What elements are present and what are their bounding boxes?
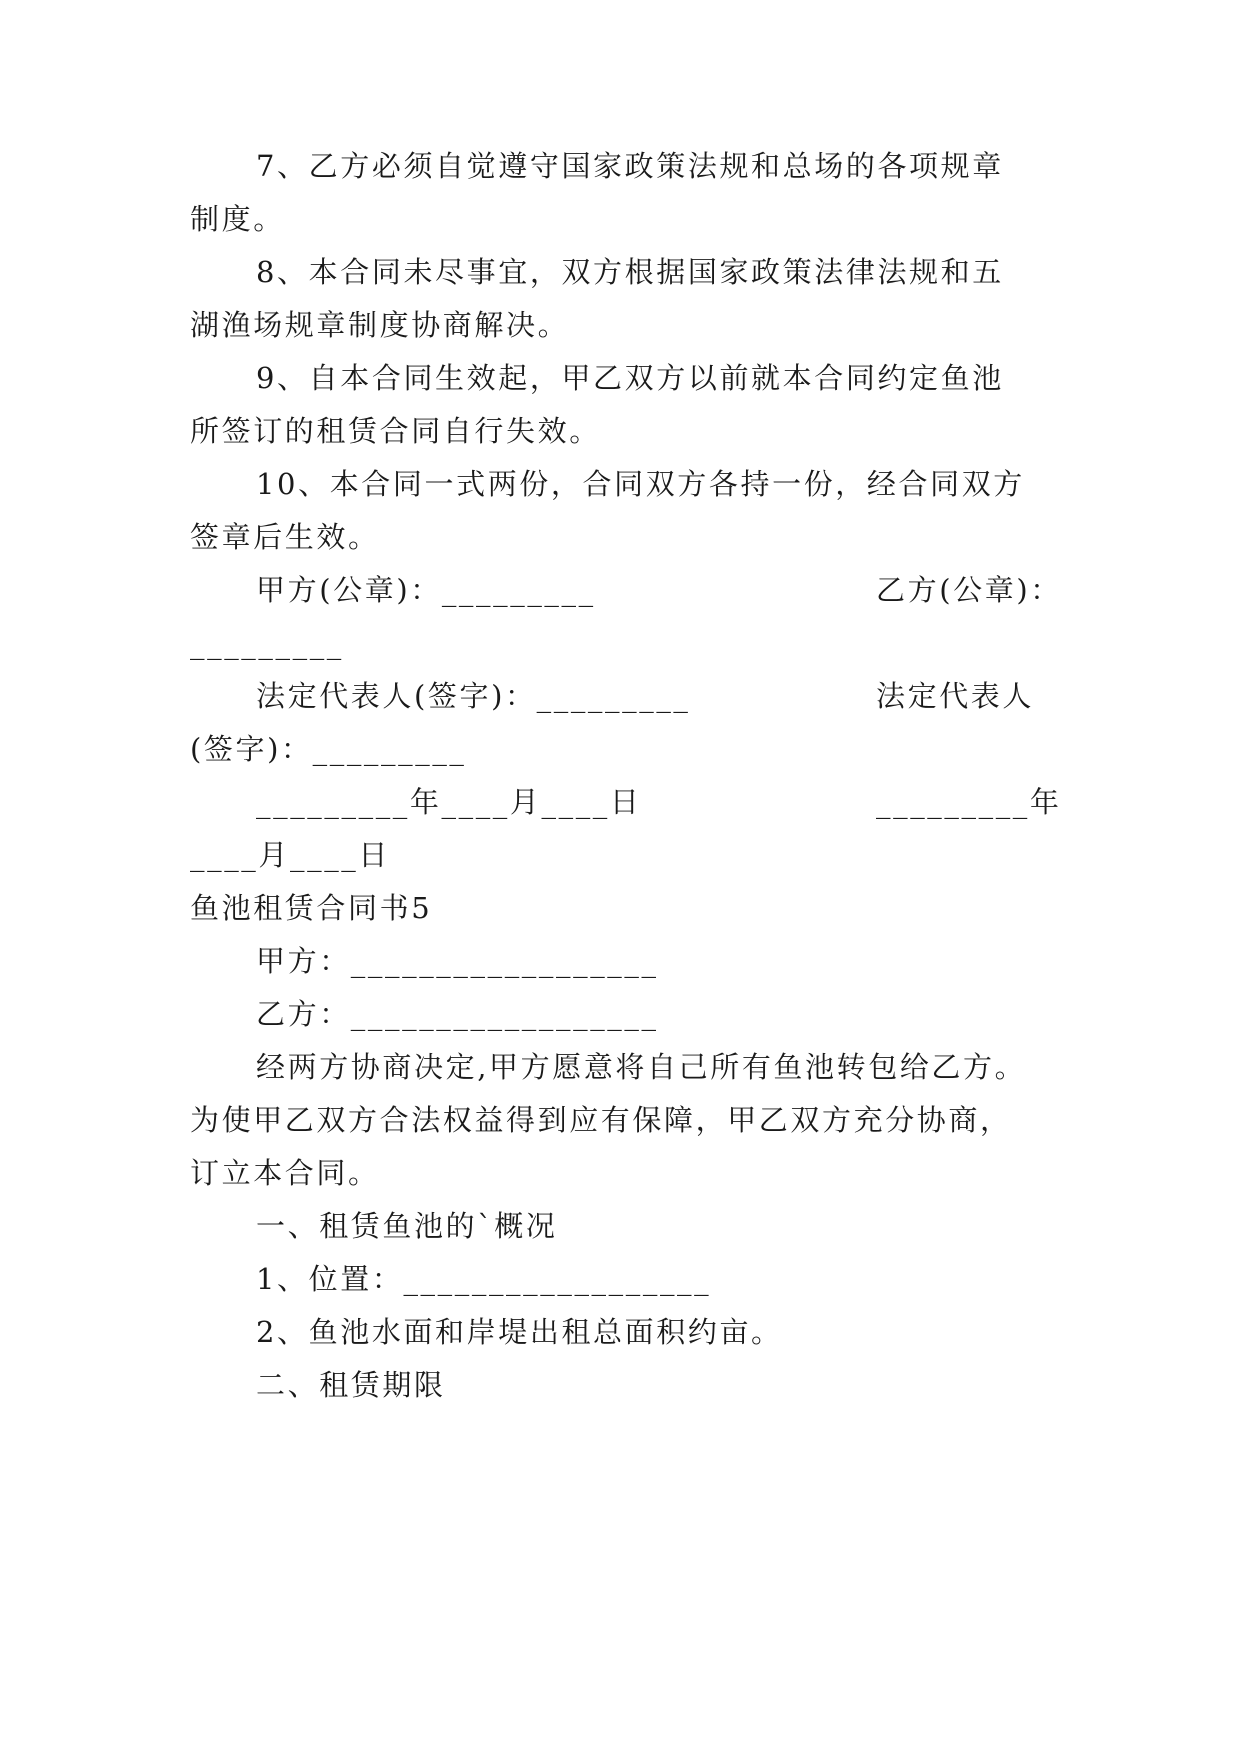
clause-9-line-2: 所签订的租赁合同自行失效。 <box>190 414 601 448</box>
item-1-location: 1、位置：__________________ <box>256 1262 712 1296</box>
contract-5-title: 鱼池租赁合同书5 <box>190 891 433 925</box>
clause-8-line-2: 湖渔场规章制度协商解决。 <box>190 308 570 342</box>
date-line <box>256 773 1070 831</box>
clause-7-line-2: 制度。 <box>190 202 285 236</box>
intro-line-1: 经两方协商决定,甲方愿意将自己所有鱼池转包给乙方。 <box>256 1050 1027 1084</box>
party-a-field: 甲方：__________________ <box>256 944 659 978</box>
clause-8-line-1: 8、本合同未尽事宜，双方根据国家政策法律法规和五 <box>256 255 1004 289</box>
party-a-seal-label: 甲方(公章)：_________ <box>256 573 596 607</box>
party-b-seal-label: 乙方(公章)： <box>876 573 1062 607</box>
clause-10-line-1: 10、本合同一式两份，合同双方各持一份，经合同双方 <box>256 467 1025 501</box>
party-b-date-month-day: ____月____日 <box>190 838 390 872</box>
intro-line-3: 订立本合同。 <box>190 1156 380 1190</box>
party-b-field: 乙方：__________________ <box>256 997 659 1031</box>
intro-line-2: 为使甲乙双方合法权益得到应有保障，甲乙双方充分协商， <box>190 1103 1012 1137</box>
party-a-representative-label: 法定代表人(签字)：_________ <box>256 679 691 713</box>
clause-9-line-1: 9、自本合同生效起，甲乙双方以前就本合同约定鱼池 <box>256 361 1004 395</box>
clause-10-line-2: 签章后生效。 <box>190 520 380 554</box>
section-2-heading: 二、租赁期限 <box>256 1368 446 1402</box>
party-a-date: _________年____月____日 <box>256 785 642 819</box>
party-b-seal-blank: _________ <box>190 626 344 660</box>
clause-7-line-1: 7、乙方必须自觉遵守国家政策法规和总场的各项规章 <box>256 149 1004 183</box>
party-b-signature-blank: (签字)：_________ <box>190 732 467 766</box>
seal-line <box>256 561 1070 619</box>
section-1-heading: 一、租赁鱼池的`概况 <box>256 1209 558 1243</box>
item-2-area: 2、鱼池水面和岸堤出租总面积约亩。 <box>256 1315 783 1349</box>
party-b-representative-label: 法定代表人 <box>876 679 1035 713</box>
representative-line <box>256 667 1070 725</box>
party-b-date-year: _________年 <box>876 785 1062 819</box>
